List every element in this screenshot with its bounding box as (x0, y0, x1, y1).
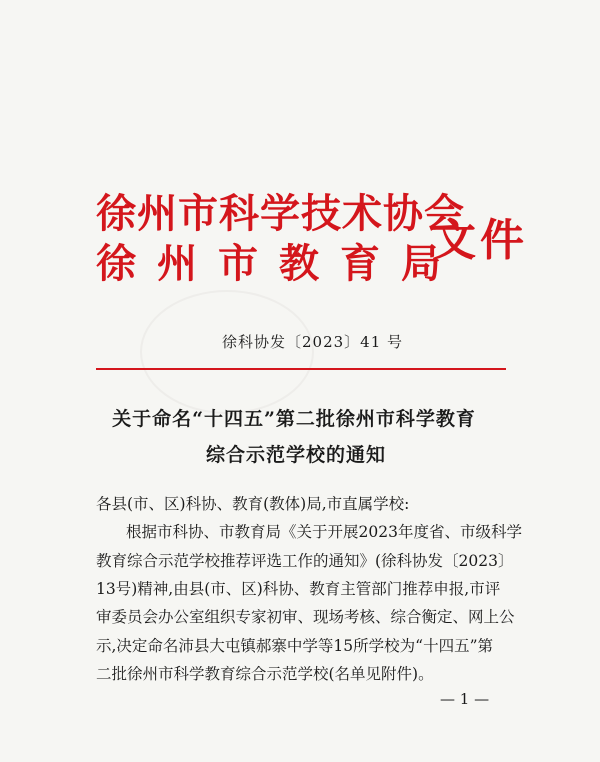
issuer-name-line-2: 徐州市教育局 (96, 240, 462, 287)
body-text-line: 教育综合示范学校推荐评选工作的通知》(徐科协发〔2023〕 (96, 552, 514, 570)
issuer-name-line-1: 徐州市科学技术协会 (96, 190, 465, 237)
document-title-line-2: 综合示范学校的通知 (205, 444, 386, 466)
page-number: — 1 — (440, 690, 490, 708)
body-text-line: 根据市科协、市教育局《关于开展2023年度省、市级科学 (126, 523, 522, 541)
body-text-line: 示,决定命名沛县大屯镇郝寨中学等15所学校为“十四五”第 (96, 637, 494, 655)
document-header (96, 182, 536, 292)
body-text-line: 审委员会办公室组织专家初审、现场考核、综合衡定、网上公 (96, 608, 515, 626)
body-text-line: 二批徐州市科学教育综合示范学校(名单见附件)。 (96, 665, 434, 683)
document-title-line-1: 关于命名“十四五”第二批徐州市科学教育 (112, 408, 476, 430)
salutation: 各县(市、区)科协、教育(教体)局,市直属学校: (96, 495, 410, 513)
document-type-label: 文件 (432, 215, 528, 266)
faint-seal-impression (140, 290, 314, 414)
red-divider-line (96, 368, 506, 370)
body-text-line: 13号)精神,由县(市、区)科协、教育主管部门推荐申报,市评 (96, 580, 501, 598)
document-number: 徐科协发〔2023〕41 号 (222, 333, 404, 351)
